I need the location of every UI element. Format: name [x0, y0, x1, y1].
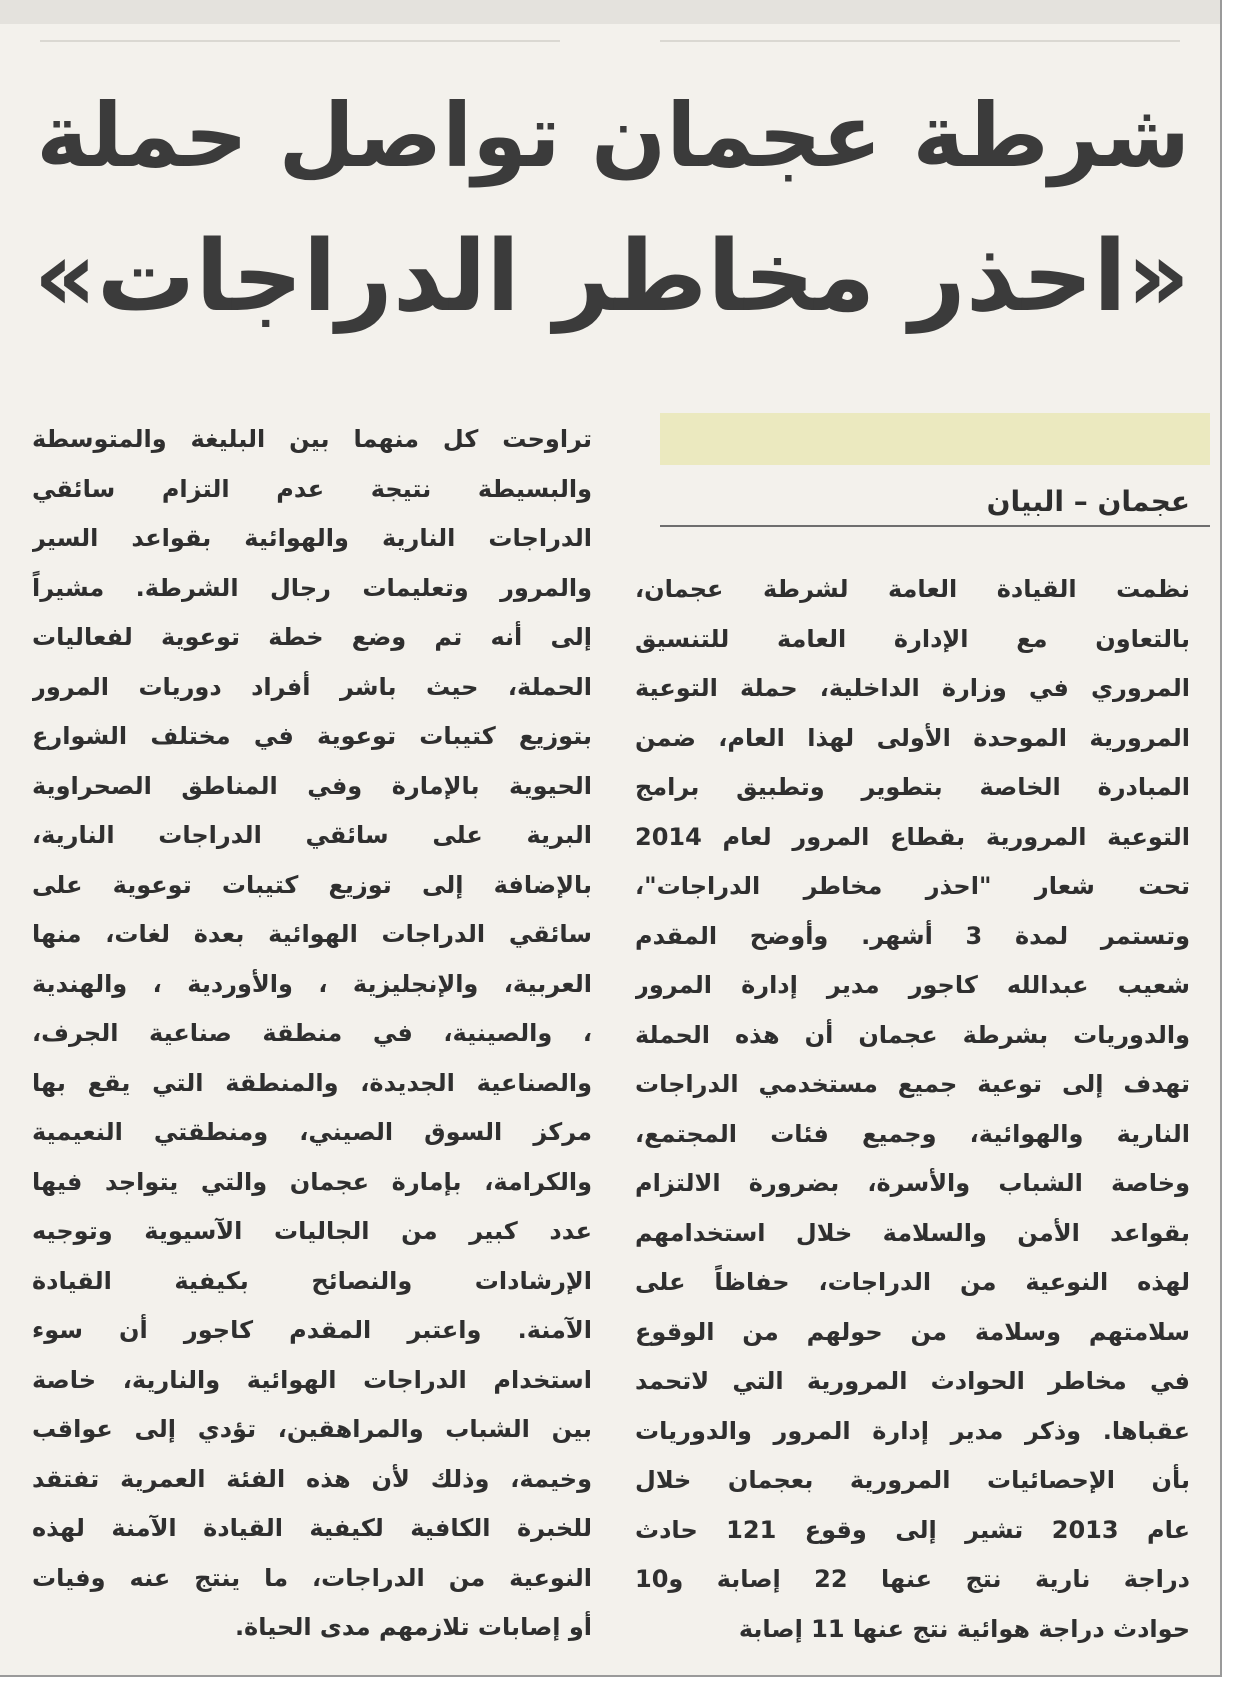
- body-text-line: بقواعد الأمن والسلامة خلال استخدامهم: [635, 1218, 1190, 1247]
- body-text-line: المروري في وزارة الداخلية، حملة التوعية: [635, 674, 1190, 702]
- body-text-line: والصناعية الجديدة، والمنطقة التي يقع بها: [32, 1068, 592, 1097]
- body-text-line: النوعية من الدراجات، ما ينتج عنه وفيات: [32, 1563, 592, 1592]
- body-text-line: تحت شعار "احذر مخاطر الدراجات"،: [635, 872, 1190, 900]
- top-margin-band: [0, 0, 1220, 24]
- body-text-line: مركز السوق الصيني، ومنطقتي النعيمية: [32, 1118, 592, 1146]
- article-column-left: [32, 415, 592, 1653]
- body-text-line: الآمنة. واعتبر المقدم كاجور أن سوء: [32, 1316, 592, 1344]
- body-text-line: تهدف إلى توعية جميع مستخدمي الدراجات: [635, 1070, 1190, 1098]
- body-text-line: النارية والهوائية، وجميع فئات المجتمع،: [635, 1119, 1190, 1148]
- body-text-line: الحملة، حيث باشر أفراد دوريات المرور: [32, 672, 592, 701]
- body-text-line: وخاصة الشباب والأسرة، بضرورة الالتزام: [635, 1169, 1190, 1197]
- body-text-line: عام 2013 تشير إلى وقوع 121 حادث: [635, 1515, 1190, 1544]
- bleedthrough-line: [40, 40, 560, 42]
- byline: عجمان – البيان: [986, 485, 1190, 518]
- body-text-line: وخيمة، وذلك لأن هذه الفئة العمرية تفتقد: [32, 1464, 592, 1493]
- body-text-line: حوادث دراجة هوائية نتج عنها 11 إصابة: [738, 1614, 1190, 1643]
- byline-rule: [660, 525, 1210, 527]
- body-text-line: شعيب عبدالله كاجور مدير إدارة المرور: [635, 971, 1190, 999]
- body-text-line: استخدام الدراجات الهوائية والنارية، خاصة: [32, 1365, 592, 1394]
- body-text-line: عدد كبير من الجاليات الآسيوية وتوجيه: [32, 1217, 592, 1245]
- bleedthrough-line: [660, 40, 1180, 42]
- body-text-line: والدوريات بشرطة عجمان أن هذه الحملة: [635, 1020, 1190, 1049]
- body-text-line: التوعية المرورية بقطاع المرور لعام 2014: [635, 822, 1190, 851]
- body-text-line: تراوحت كل منهما بين البليغة والمتوسطة: [32, 425, 592, 453]
- highlight-bar: [660, 413, 1210, 465]
- body-text-line: بالإضافة إلى توزيع كتيبات توعوية على: [32, 870, 592, 899]
- body-text-line: سلامتهم وسلامة من حولهم من الوقوع: [635, 1317, 1190, 1346]
- body-text-line: المرورية الموحدة الأولى لهذا العام، ضمن: [635, 723, 1190, 752]
- body-text-line: البرية على سائقي الدراجات النارية،: [32, 821, 592, 849]
- body-text-line: إلى أنه تم وضع خطة توعوية لفعاليات: [32, 623, 592, 651]
- headline-line-2: «احذر مخاطر الدراجات»: [33, 220, 1190, 334]
- article-column-right: [635, 565, 1190, 1654]
- body-text-line: والبسيطة نتيجة عدم التزام سائقي: [32, 474, 592, 503]
- body-text-line: بأن الإحصائيات المرورية بعجمان خلال: [635, 1466, 1190, 1494]
- body-text-line: دراجة نارية نتج عنها 22 إصابة و10: [635, 1565, 1190, 1593]
- body-text-line: المبادرة الخاصة بتطوير وتطبيق برامج: [635, 773, 1190, 801]
- body-text-line: وتستمر لمدة 3 أشهر. وأوضح المقدم: [635, 921, 1190, 950]
- body-text-line: للخبرة الكافية لكيفية القيادة الآمنة لهذه: [32, 1514, 592, 1542]
- body-text-line: ، والصينية، في منطقة صناعية الجرف،: [32, 1019, 592, 1047]
- headline-line-1: شرطة عجمان تواصل حملة: [36, 84, 1190, 187]
- body-text-line: نظمت القيادة العامة لشرطة عجمان،: [635, 575, 1190, 603]
- body-text-line: لهذه النوعية من الدراجات، حفاظاً على: [635, 1268, 1190, 1296]
- body-text-line: والمرور وتعليمات رجال الشرطة. مشيراً: [32, 573, 592, 602]
- body-text-line: بين الشباب والمراهقين، تؤدي إلى عواقب: [32, 1415, 592, 1443]
- body-text-line: بالتعاون مع الإدارة العامة للتنسيق: [635, 624, 1190, 653]
- body-text-line: الإرشادات والنصائح بكيفية القيادة: [32, 1266, 592, 1295]
- body-text-line: الحيوية بالإمارة وفي المناطق الصحراوية: [32, 771, 592, 800]
- body-text-line: الدراجات النارية والهوائية بقواعد السير: [32, 524, 592, 552]
- body-text-line: بتوزيع كتيبات توعوية في مختلف الشوارع: [32, 722, 592, 750]
- body-text-line: عقباها. وذكر مدير إدارة المرور والدوريات: [635, 1416, 1190, 1445]
- body-text-line: والكرامة، بإمارة عجمان والتي يتواجد فيها: [32, 1167, 592, 1196]
- body-text-line: العربية، والإنجليزية ، والأوردية ، والهندية: [32, 969, 592, 998]
- body-text-line: سائقي الدراجات الهوائية بعدة لغات، منها: [32, 920, 592, 948]
- body-text-line: في مخاطر الحوادث المرورية التي لاتحمد: [635, 1367, 1190, 1395]
- body-text-line: أو إصابات تلازمهم مدى الحياة.: [234, 1613, 592, 1641]
